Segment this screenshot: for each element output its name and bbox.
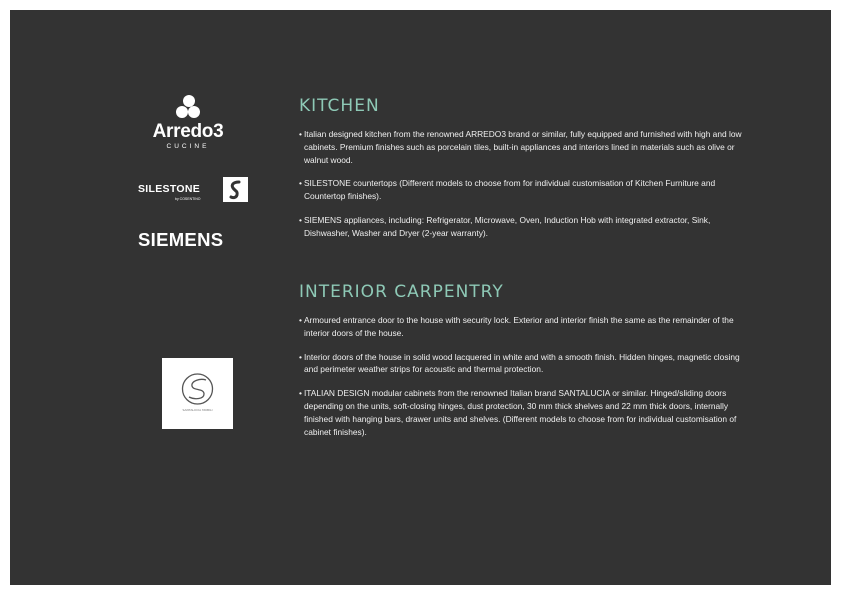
kitchen-bullet-list [298, 128, 748, 251]
arredo3-wordmark: Arredo3 [152, 121, 224, 142]
carpentry-bullet-list [298, 314, 748, 449]
carpentry-bullet-interior-doors: • Interior doors of the house in solid wood lacquered in white and with a smooth finish. Hidden hinges, magnetic closing and perimeter weather strips for acoustic and thermal protection. [298, 351, 748, 377]
kitchen-bullet-arredo: • Italian designed kitchen from the renowned ARREDO3 brand or similar, fully equipped and furnished with high and low cabinets. Premium finishes such as porcelain tiles, built-in appliances and interiors lined in materials such as olive or walnut wood. [298, 128, 748, 166]
siemens-logo: SIEMENS [138, 229, 224, 250]
kitchen-bullet-siemens: • SIEMENS appliances, including: Refrigerator, Microwave, Oven, Induction Hob with integrated extractor, Sink, Dishwasher, Washer and Dryer (2-year warranty). [298, 214, 748, 240]
santalucia-logo [162, 358, 233, 429]
kitchen-heading: KITCHEN [299, 96, 380, 116]
silestone-wordmark: SILESTONE [138, 183, 201, 195]
silestone-logo [138, 177, 248, 205]
arredo3-flower-icon [175, 94, 201, 120]
carpentry-bullet-entrance-door: • Armoured entrance door to the house with security lock. Exterior and interior finish the same as the remainder of the interior doors of the house. [298, 314, 748, 340]
kitchen-bullet-silestone: • SILESTONE countertops (Different models to choose from for individual customisation of Kitchen Furniture and Countertop finishes). [298, 177, 748, 203]
carpentry-bullet-cabinets: • ITALIAN DESIGN modular cabinets from the renowned Italian brand SANTALUCIA or similar. Hinged/sliding doors depending on the units, soft-closing hinges, dust protection, 30 mm thick shelves and 22 mm thick doors, internally finished with hanging bars, drawer units and shelves. (Different models to choose from for individual customisation of cabinet finishes). [298, 387, 748, 438]
arredo3-logo [135, 94, 241, 151]
silestone-s-icon [223, 177, 248, 202]
arredo3-subtitle: CUCINE [166, 143, 210, 150]
santalucia-subtitle: SANTALUCIA MOBILI [182, 408, 213, 412]
santalucia-emblem-icon [162, 358, 233, 429]
silestone-subtitle: by COSENTINO [175, 197, 201, 201]
carpentry-heading: INTERIOR CARPENTRY [299, 282, 504, 302]
